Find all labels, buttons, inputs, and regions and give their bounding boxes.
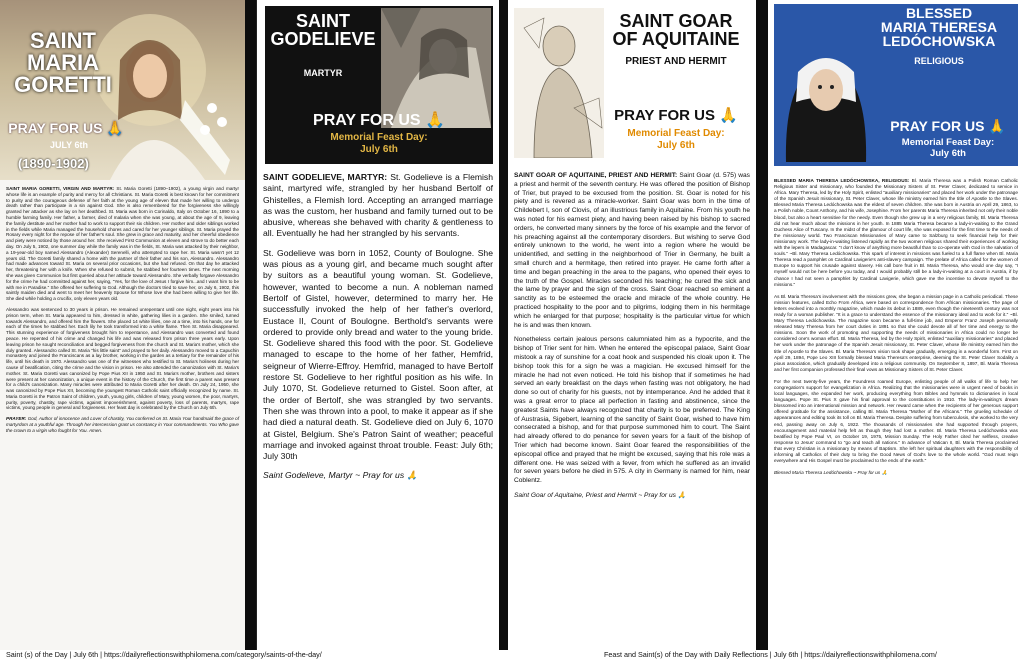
goretti-body: [0, 186, 245, 434]
footer-right: Feast and Saint(s) of the Day with Daily Reflections | July 6th | https://dailyreflectionswithphilomena.com/: [604, 650, 937, 659]
goar-prayer: PRAY FOR US 🙏: [614, 107, 738, 124]
praying-hands-icon: 🙏: [677, 491, 686, 499]
godelieve-body-p2: St. Godelieve was born in 1052, County of Boulogne. She was pious as a young girl, and became much sought after by suitors as a beautiful young woman. St. Godelieve, however, wanted to become a nun. A nobleman named Bertolf of Gistel, however, determined to marry her. He successfully invoked the help of her father's overlord, Eustace II, Count of Boulogne. Berthold's servants were ordered to provide only bread and water to the young bride. St. Godelieve shared this food with the poor. St. Godelieve managed to escape to the home of her father, Hemfrid, seigneur of Wierre-Effroy. Hemfrid, managed to have Bertolf restore St. Godelieve to her rightful position as his wife. In July 1070, St. Godelieve returned to Gistel. Soon after, at the order of Bertolf, she was strangled by two servants. Then she was thrown into a pool, to make it appear as if she had died a natural death. St. Godelieve died on July 6, 1070 at Gistel, Belgium. She's Patron Saint of weather; peaceful marriage and invoked against throat trouble. Feast: July 6th; July 30th: [263, 247, 493, 462]
goar-feast: [596, 128, 756, 151]
godelieve-title-line1: SAINT: [296, 11, 350, 31]
godelieve-body: [257, 172, 499, 482]
goretti-prayer-label: PRAYER:: [6, 416, 27, 422]
goretti-title-line3: GORETTI: [14, 72, 112, 97]
goar-caption: Saint Goar of Aquitaine, Priest and Hermit ~ Pray for us: [514, 491, 676, 499]
godelieve-header: [257, 0, 499, 168]
praying-hands-icon: 🙏: [406, 470, 418, 481]
goar-body-p1: Saint Goar (d. 575) was a priest and hermit of the seventh century. He was offered the position of Bishop of Trier, but prayed to be excused from the position. St. Goar is noted for his piety and is revered as a miracle-worker. Saint Goar was born in the time of Childebert I, son of Clovis, of an illustrious family in Aquitaine. From his youth he was noted for his earnest piety, and having been raised by his bishop to sacred orders, he converted many sinners by the force of his example and the fervor of his preaching against all the contemporary disorders. But wishing to serve God entirely unknown to the world, he went into a region where he would be unidentified, and settling in the neighborhood of Trier in Germany, he built a small church and a hermitage, then retired into prayer. He came forth after a time and began preaching in the area to the pagans, who opened their eyes to the truth of the Gospel. Miracles seconded his teaching; he cured the sick and the lame by prayer and the sign of the cross. Saint Goar reached so eminent a sanctity as to be esteemed the oracle and miracle of the whole country. He practiced hospitality to the poor and to pilgrims, lodging them in his hermitage which he enlarged for that purpose; hospitality is the particular virtue for which he is and was then known.: [514, 172, 750, 329]
goar-portrait-image: [514, 8, 604, 158]
praying-hands-icon: 🙏: [881, 470, 888, 476]
ledochowska-body-heading: BLESSED MARIA THERESA LEDÓCHOWSKA, RELIGIOUS:: [774, 178, 910, 183]
ledochowska-body: [768, 178, 1024, 476]
goretti-body-p2: Alessandro was sentenced to 30 years in prison. He remained unrepentant until one night, eight years into his prison term, when St. Maria appeared to him, dressed in white, gathering lilies in a garden. She smiled, turned towards Alessandro, and offered him the flowers. She placed 14 white lilies, one at a time, into his hands, one for each of the times he stabbed her. Each lily he took transformed into a white flame. Then St. Maria disappeared. This stunning experience of forgiveness brought him to repentance, and Alessandro was converted and found peace. He repented of his crime and changed his life and was released from prison three years early. Upon leaving prison he sought reconciliation and begged forgiveness from the church and St. Maria's mother, which she duly granted. Alessandro called St. Maria "his little saint" and prayed to her daily. Alessandro moved to a Capuchin monastery and joined the Franciscans as a lay brother, working in the garden as a tertiary for the remainder of his life, until his death in 1970. Alessandro was one of the witnesses who testified to St. Maria's holiness during her cause of beatification, citing the crime and the vision in prison. He also attended the canonization with St. Maria's mother. St. Maria Goretti was canonized by Pope Pius XII in 1950 and St. Maria's mother, brothers and sisters were present at her canonization, a unique event in the history of the Church, the first time a parent was present for a child's canonization. Many miracles were attributed to Maria Goretti after her death. On July 24, 1950, she was canonized by Pope Pius XII, becoming the youngest Roman Catholic saint officially recognized by name. St. Maria Goretti is the Patron Saint of children, youth, young girls, children of Mary, young women, the poor, martyrs, purity, poverty, chastity, rape victims, against impoverishment, against poverty, loss of parents, martyrs, rape victims, young people in general and forgiveness. Her feast day is celebrated by the Church on July 6th.: [6, 306, 239, 411]
goretti-title-line1: SAINT: [30, 28, 96, 53]
ledochowska-caption: Blessed Maria Theresa Ledóchowska ~ Pray for us: [774, 470, 881, 476]
footer-bar: [0, 650, 1024, 660]
godelieve-subtitle: MARTYR: [303, 68, 343, 78]
goar-title-line2: OF AQUITAINE: [612, 29, 740, 49]
panel-ledochowska: [768, 0, 1024, 650]
ledochowska-title: [864, 6, 1014, 48]
goar-feast-line2: July 6th: [657, 139, 695, 151]
panel-maria-goretti: [0, 0, 245, 650]
godelieve-feast-line1: Memorial Feast Day:: [330, 132, 428, 143]
ledochowska-feast: [880, 138, 1016, 160]
ledochowska-title-line2: MARIA THERESA: [880, 19, 998, 35]
godelieve-title-line2: GODELIEVE: [270, 29, 376, 49]
godelieve-title: [267, 12, 379, 48]
goretti-prayer: PRAY FOR US 🙏: [8, 120, 124, 136]
praying-hands-icon: 🙏: [719, 107, 738, 124]
ledochowska-subtitle: RELIGIOUS: [914, 56, 964, 66]
godelieve-body-p1: St. Godelieve is a Flemish saint, martyred wife, strangled by her husband Bertolf of Ghistelles, a Flemish lord. Accepting an arranged marriage as was the custom, her husband and family turned out to be abusive, whereas she behaved with charity & gentleness to all. Eventually he had her strangled by his servants.: [263, 172, 493, 239]
goar-title: [596, 12, 756, 48]
goar-body: [508, 172, 756, 501]
goar-feast-line1: Memorial Feast Day:: [627, 128, 725, 139]
godelieve-feast-line2: July 6th: [360, 143, 398, 155]
footer-left: Saint (s) of the Day | July 6th | https://dailyreflectionswithphilomena.com/category/saints-of-the-day/: [6, 650, 322, 659]
goar-header: [508, 0, 756, 168]
godelieve-caption: Saint Godelieve, Martyr ~ Pray for us: [263, 470, 405, 481]
goar-body-heading: SAINT GOAR OF AQUITAINE, PRIEST AND HERMIT:: [514, 172, 678, 179]
goretti-title: [8, 30, 118, 96]
godelieve-body-heading: SAINT GODELIEVE, MARTYR:: [263, 172, 388, 182]
praying-hands-icon: 🙏: [425, 112, 445, 129]
goretti-body-heading: SAINT MARIA GORETTI, VIRGIN AND MARTYR:: [6, 186, 115, 191]
ledochowska-title-line3: LEDÓCHOWSKA: [882, 33, 996, 49]
goretti-header: [0, 0, 245, 180]
goretti-title-line2: MARIA: [26, 50, 100, 75]
goretti-body-p1: St. Maria Goretti (1890–1902), a young virgin and martyr whose life is an example of purity and mercy for all Christians. St. Maria Goretti is best known for her commitment to purity and the courageous defense of her faith at the young age of eleven that made her willing to undergo death rather than participate in a sin against God. She is also remembered for the forgiveness she willingly granted her attacker as she lay on her deathbed. St. Maria was born in Corinaldo, Italy on October 16, 1890 to a humble farming family. Her father, a farmer, died of malaria when she was young, at about the age of 9, leaving the family destitute and her mother had to work to support their six children. Her mother and older siblings worked in the fields while Maria managed the household chores and cared for her younger siblings. St. Maria prayed the Rosary every night for the repose of her father's soul. She grew in grace and maturity, and her cheerful obedience and piety were noticed by those around her. She received First Communion at eleven and strove to do better each day. On July 5, 1902, one summer day while the family was in the fields, St. Maria was attacked by their neighbor, a 19-year-old boy named Alessandro (Alexander) Serenelli, who attempted to rape her. St. Maria wasn't yet 12 years old. The Goretti family shared a home with the partner of their father and his son, Alessandro. Alessandro had made advances toward St. Maria on several prior occasions, but she had refused. On that day he attacked her, threatening her with a knife. When she refused to submit, he stabbed her fourteen times. The next morning she was given Communion but first queried about her attitude toward Alessandro. She verbally forgave Alessandro for the crime he had committed against her, saying, "Yes, for the love of Jesus I forgive him...and I want him to be with me in Paradise." She offered her suffering to God. Although the doctors tried to save her, on July 6, 1902, this saintly maiden died and went to meet her heavenly Spouse for Whose love she had been willing to give her life. She died while holding a crucifix, only eleven years old.: [6, 186, 240, 302]
ledochowska-body-p1: Bl. Maria Theresa was a Polish Roman Catholic Religious Sister and missionary, who founded the Missionary Sisters of St. Peter Claver, dedicated to service in Africa. Mary Theresa, led by the Holy Spirit, enlisted "auxiliary missionaries" and placed her work under the patronage of the Spanish Jesuit missionary, St. Peter Claver, whose life ministry earned him the title of Apostle to the Slaves. Blessed Maria Theresa Ledóchowska was the eldest of seven children. She was born in Austria on April 29, 1863, to a Polish noble, Count Anthony, and his wife, Josephine. From her parents Maria Theresa inherited not only their noble blood, but also a heart sensitive for the needy. Even though she grew up in a very religious family, Bl. Maria Theresa did not hear much about the missions in her youth. In 1885 Maria Theresa became a lady-in-waiting to the Grand Duchess Alice of Tuscany. In the midst of the glamour of court life, she was exposed for the first time to the needs of the missionary world. Two Franciscan Missionaries of Mary came to Salzburg to seek financial help for their missionary work. The lady-in-waiting listened rapidly as the two women religious shared their experiences of working with the lepers in Madagascar. "I don't know of anything more beautiful than to co-operate with God in the salvation of souls." ~Bl. Mary Theresa Ledóchowska. This spark of interest in missions was fueled to a full flame when Bl. Maria Theresa read a pamphlet on Cardinal Lavigerie's anti-slavery campaign. The prelate of Africa called for the women of Europe to support his crusade against slavery. His call bore fruit in Bl. Maria Theresa, who would one day say, "I myself would not be here before you today, and I would probably still be a lady-in-waiting at a court in Austria, if by chance I had not seen a pamphlet by Cardinal Lavigerie, which gave me the incentive to devote myself to the missions.": [774, 178, 1018, 287]
panel-goar: [508, 0, 756, 650]
ledochowska-header: [768, 0, 1024, 168]
goretti-prayer-text: God, Author of innocence and Lover of chastity, You conferred on St. Maria Your handmaid the grace of martyrdom at a youthful age. Through her intercession grant us constancy in Your commandments. You Who gave the crown to a virgin who fought for You. Amen.: [6, 416, 239, 433]
praying-hands-icon: 🙏: [988, 118, 1006, 134]
ledochowska-portrait-image: [776, 32, 876, 162]
ledochowska-body-p2: As Bl. Maria Theresa's involvement with the missions grew, she began a mission page in a Catholic periodical. These mission features, called Echo From Africa, were based on correspondence from African missionaries. The page of letters evolved into a monthly magazine, which made its debut in 1889, even though the nineteenth century was not ready for a woman publisher. "It is a grace to understand the essence of the missionary ideal and to work for it." ~Bl. Mary Theresa Ledóchowska. The magazine soon became a full-time job, and Emperor Franz Joseph personally released Mary Theresa from her court duties in 1891 so that she could devote all of her time and energy to the missions. Soon the work of promoting and supporting the needs of missionaries in Africa could no longer be considered one's woman effort. Bl. Maria Theresa, led by the Holy Spirit, enlisted "auxiliary missionaries" and placed her work under the patronage of the Spanish Jesuit missionary, St. Peter Claver, whose life ministry earned him the title of Apostle to the Slaves. Bl. Maria Theresa's vision took shape gradually, emerging in a wonderful form. First on April 29, 1894, Pope Leo XIII formally blessed Maria Theresa's enterprise, deeming the St. Peter Claver Sodality a pious association, which gradually developed into a religious community. On September 8, 1897, Bl. Maria Theresa and her first companion professed their final vows as Missionary Sisters of St. Peter Claver.: [774, 293, 1018, 372]
ledochowska-feast-line1: Memorial Feast Day:: [901, 137, 995, 148]
goar-title-line1: SAINT GOAR: [619, 11, 733, 31]
ledochowska-prayer: PRAY FOR US 🙏: [890, 118, 1006, 134]
goar-body-p2: Nonetheless certain jealous persons calumniated him as a hypocrite, and the bishop of Trier sent for him. When he entered the episcopal palace, Saint Goar mistook a ray of sunshine for a coat hook and suspended his cloak upon it. The bishop took this for a sign he was a magician. He excused himself for the miracle he had not even noticed. He told his bishop that if sometimes he had served an early breakfast on the days when fasting was not obligatory, he had done so out of charity for his guests, not by intemperance. And he added that it was a great error to place all perfection in fasting and abstinence, since the greatest Saints have always recognized that charity is to be preferred. The King of Austrasia, Sigebert, learning of the sanctity of Saint Goar, wished to have him consecrated a bishop, and for that purpose summoned him to court. The Saint had already offered to do penance for seven years for a fault of the bishop of Trier which had become known. Saint Goar feared the responsibilities of the episcopal office and prayed that he might be excused, saying that his role was a different one. He was seized with a fever, from which he suffered as an invalid for seven years before he died in 575. A city in Germany is named for him, near Coblentz.: [514, 336, 750, 485]
ledochowska-title-line1: BLESSED: [905, 5, 973, 21]
goretti-years: (1890-1902): [18, 156, 89, 171]
ledochowska-body-p3: For the next twenty-five years, the Foundress roamed Europe, enlisting people of all walks of life to help her congregation's support for evangelization in Africa. Realizing that the missionaries were in urgent need of books in local languages, she expanded her work, producing everything from Bibles and hymnals to dictionaries in local languages. Pope St. Pius X gave his final approval to the constitutions in 1910. The lady-in-waiting's dream blossomed into an international mission and network. Her reward came when the recipients of her generous support offered gratitude for the assistance, calling Bl. Maria Theresa "Mother of the Africans." The grueling schedule of appearances and editing took its toll on Bl. Maria Theresa. Despite suffering from tuberculosis, she worked to the very end, passing away on July 6, 1922. The thousands of missionaries she had supported through prayers, encouragement and material help felt as though they had lost a mother. Bl. Maria Theresa Ledóchowska was beatified by Pope Paul VI, on October 19, 1975, Mission Sunday. The Holy Father cited her selfless, creative response to Jesus' command to "go and teach all nations." In advance of Vatican II, Bl. Maria Theresa proclaimed that every Christian is a missionary by means of Baptism. She left her spiritual daughters with the responsibility of informing all Catholics of their duty to bring the Good News of God's love to the whole world. "God must reign everywhere and His Gospel must be proclaimed to the ends of the earth.": [774, 378, 1018, 464]
praying-hands-icon: 🙏: [106, 120, 124, 136]
godelieve-feast: [267, 132, 491, 155]
goar-subtitle: PRIEST AND HERMIT: [625, 56, 727, 67]
panel-godelieve: [256, 0, 499, 650]
godelieve-prayer: PRAY FOR US 🙏: [313, 112, 445, 129]
goretti-date: JULY 6th: [50, 140, 89, 150]
ledochowska-feast-line2: July 6th: [930, 147, 966, 159]
